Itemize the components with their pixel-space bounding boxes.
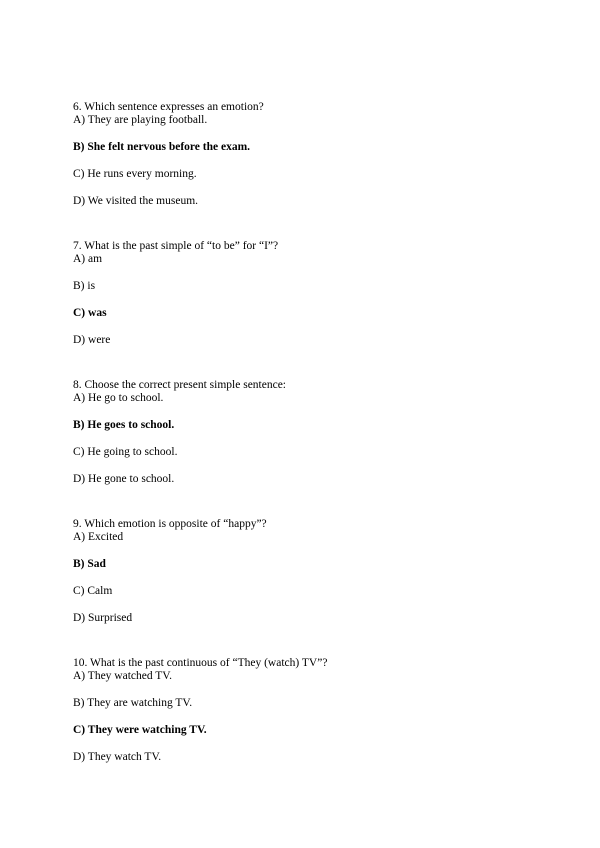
option-d: D) were xyxy=(73,334,111,346)
option-c-correct: C) was xyxy=(73,307,107,319)
option-b-correct: B) He goes to school. xyxy=(73,419,175,431)
option-c: C) Calm xyxy=(73,585,113,597)
option-a: A) am xyxy=(73,253,103,265)
option-b-correct: B) She felt nervous before the exam. xyxy=(73,141,251,153)
option-c: C) He going to school. xyxy=(73,446,178,458)
question-text: 8. Choose the correct present simple sentence: xyxy=(73,379,286,391)
option-a: A) They are playing football. xyxy=(73,114,208,126)
question-7 xyxy=(73,240,553,347)
option-b: B) is xyxy=(73,280,96,292)
option-d: D) We visited the museum. xyxy=(73,195,199,207)
option-d: D) Surprised xyxy=(73,612,133,624)
question-6 xyxy=(73,101,553,208)
question-10 xyxy=(73,657,553,764)
question-text: 7. What is the past simple of “to be” for “I”? xyxy=(73,240,279,252)
option-a: A) He go to school. xyxy=(73,392,164,404)
question-text: 6. Which sentence expresses an emotion? xyxy=(73,101,264,113)
option-b-correct: B) Sad xyxy=(73,558,106,570)
option-a: A) Excited xyxy=(73,531,124,543)
question-9 xyxy=(73,518,553,625)
option-a: A) They watched TV. xyxy=(73,670,173,682)
option-d: D) They watch TV. xyxy=(73,751,162,763)
option-c-correct: C) They were watching TV. xyxy=(73,724,207,736)
question-8 xyxy=(73,379,553,486)
option-c: C) He runs every morning. xyxy=(73,168,197,180)
question-text: 9. Which emotion is opposite of “happy”? xyxy=(73,518,267,530)
question-text: 10. What is the past continuous of “They (watch) TV”? xyxy=(73,657,328,669)
option-d: D) He gone to school. xyxy=(73,473,175,485)
option-b: B) They are watching TV. xyxy=(73,697,193,709)
